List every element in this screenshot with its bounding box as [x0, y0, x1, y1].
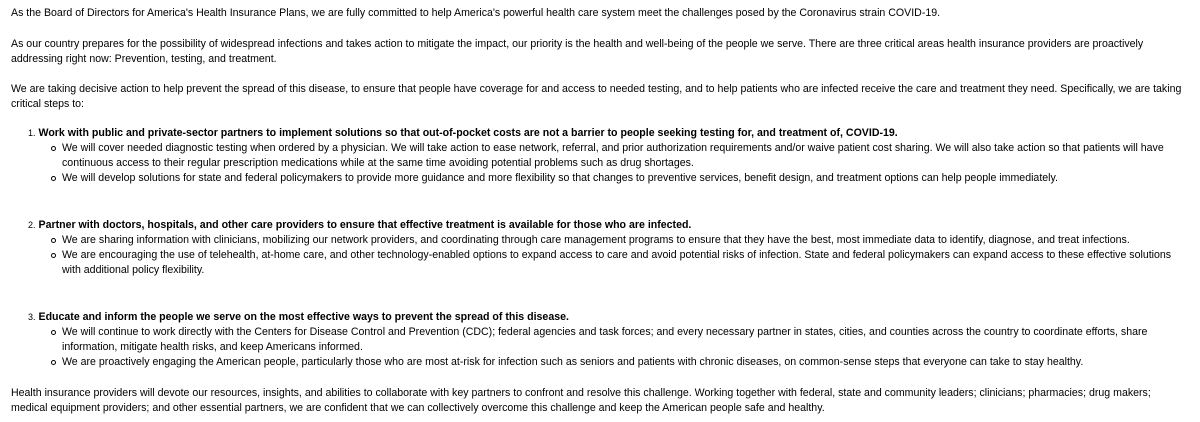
item-number: 2.: [28, 220, 36, 230]
item-number: 1.: [28, 128, 36, 138]
bullet-icon: [51, 176, 56, 181]
bullet-icon: [51, 330, 56, 335]
priority-item-3-heading: [28, 310, 1188, 325]
list-item: [48, 355, 1186, 370]
item-number: 3.: [28, 312, 36, 322]
intro-paragraph-1: As the Board of Directors for America's Health Insurance Plans, we are fully committed to help America's powerful health care system meet the challenges posed by the Coronavirus strain COVID-19.: [11, 7, 941, 19]
priority-item-3-bullets: [48, 325, 1186, 370]
bullet-text: We are sharing information with clinicians, mobilizing our network providers, and coordinating through care management programs to ensure that they have the best, most immediate data to identify, diagnose, and treat infections.: [62, 234, 1130, 246]
bullet-text: We are encouraging the use of telehealth, at-home care, and other technology-enabled options to expand access to care and avoid potential risks of infection. State and federal policymakers can expand access to these effective solutions with additional policy flexibility.: [62, 249, 1172, 276]
list-item: [48, 325, 1186, 355]
intro-paragraph-2: As our country prepares for the possibility of widespread infections and takes action to mitigate the impact, our priority is the health and well-being of the people we serve. There are three critical areas health insurance providers are proactively addressing right now: Prevention, testing, and treatment.: [11, 38, 1144, 65]
list-item: [48, 248, 1186, 278]
bullet-icon: [51, 253, 56, 258]
list-item: [48, 141, 1186, 171]
bullet-icon: [51, 360, 56, 365]
item-heading-text: Partner with doctors, hospitals, and other care providers to ensure that effective treatment is available for those who are infected.: [38, 219, 692, 231]
bullet-text: We will cover needed diagnostic testing when ordered by a physician. We will take action to ease network, referral, and prior authorization requirements and/or waive patient cost sharing. We will also take action so that patients will have continuous access to their regular prescription medications while at the same time avoiding potential problems such as drug shortages.: [62, 142, 1164, 169]
bullet-icon: [51, 146, 56, 151]
intro-paragraph-3: We are taking decisive action to help prevent the spread of this disease, to ensure that people have coverage for and access to needed testing, and to help patients who are infected receive the care and treatment they need. Specifically, we are taking critical steps to:: [11, 83, 1182, 110]
priority-item-1-bullets: [48, 141, 1186, 186]
bullet-text: We will develop solutions for state and federal policymakers to provide more guidance and more flexibility so that changes to preventive services, benefit design, and treatment options can help people immediately.: [62, 172, 1058, 184]
bullet-text: We will continue to work directly with the Centers for Disease Control and Prevention (CDC); federal agencies and task forces; and every necessary partner in states, cities, and counties across the country to coordinate efforts, share information, mitigate health risks, and keep Americans informed.: [62, 326, 1148, 353]
list-item: [48, 233, 1186, 248]
item-heading-text: Work with public and private-sector partners to implement solutions so that out-of-pocket costs are not a barrier to people seeking testing for, and treatment of, COVID-19.: [38, 127, 898, 139]
priority-item-2-heading: [28, 218, 1188, 233]
bullet-icon: [51, 238, 56, 243]
closing-paragraph: Health insurance providers will devote our resources, insights, and abilities to collaborate with key partners to confront and resolve this challenge. Working together with federal, state and community leaders; clinicians; pharmacies; drug makers; medical equipment providers; and other essential partners, we are confident that we can collectively overcome this challenge and keep the American people safe and healthy.: [11, 387, 1151, 414]
list-item: [48, 171, 1186, 186]
bullet-text: We are proactively engaging the American people, particularly those who are most at-risk for infection such as seniors and patients with chronic diseases, on common-sense steps that everyone can take to stay healthy.: [62, 356, 1084, 368]
item-heading-text: Educate and inform the people we serve on the most effective ways to prevent the spread of this disease.: [38, 311, 569, 323]
priority-item-1-heading: [28, 126, 1188, 141]
priority-item-2-bullets: [48, 233, 1186, 278]
